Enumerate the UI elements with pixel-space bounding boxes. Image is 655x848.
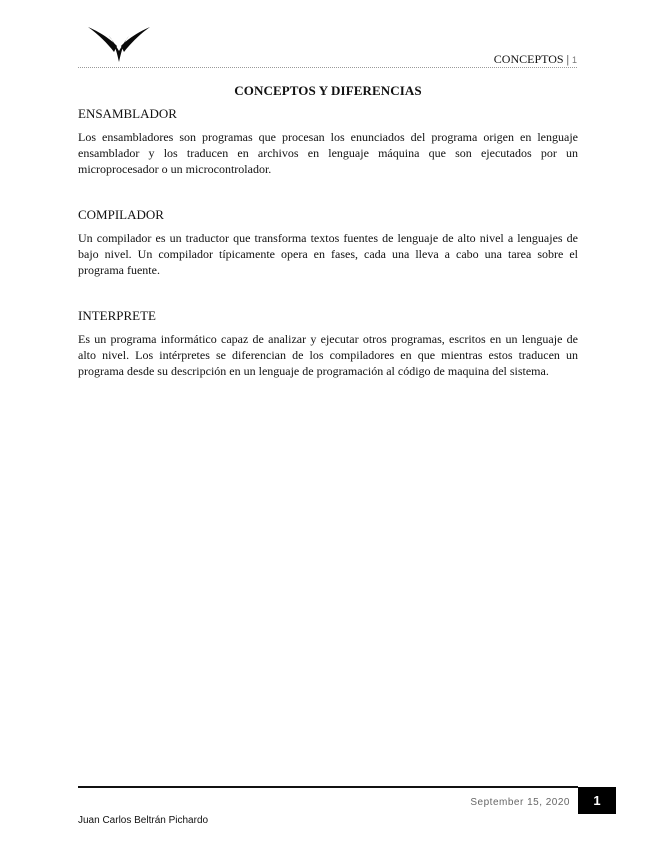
running-header bbox=[494, 52, 577, 67]
document-title: CONCEPTOS Y DIFERENCIAS bbox=[234, 83, 422, 98]
footer-author: Juan Carlos Beltrán Pichardo bbox=[78, 815, 209, 826]
header-title: CONCEPTOS bbox=[493, 52, 564, 66]
section-paragraph: Un compilador es un traductor que transforma textos fuentes de lenguaje de alto nivel a lenguajes de bajo nivel. Un compilador típicamente opera en fases, cada una lleva a cabo una tarea sobre el programa fuente. bbox=[78, 231, 578, 277]
footer-page-number: 1 bbox=[578, 787, 616, 814]
document-body bbox=[78, 83, 578, 409]
footer-divider bbox=[78, 786, 578, 788]
section-heading: INTERPRETE bbox=[78, 308, 156, 323]
section-heading: ENSAMBLADOR bbox=[78, 106, 177, 121]
section-heading: COMPILADOR bbox=[78, 207, 164, 222]
section-paragraph: Los ensambladores son programas que procesan los enunciados del programa origen en lenguaje ensamblador y los traducen en archivos en lenguaje máquina que son ejecutados por un microprocesador o un microcontrolador. bbox=[78, 130, 578, 176]
header-separator: | bbox=[566, 52, 569, 66]
logo-icon bbox=[86, 24, 152, 64]
section-paragraph: Es un programa informático capaz de analizar y ejecutar otros programas, escritos en un lenguaje de alto nivel. Los intérpretes se diferencian de los compiladores en que mientras estos traducen un programa desde su descripción en un lenguaje de programación al código de maquina del sistema. bbox=[78, 332, 578, 378]
header-divider bbox=[78, 67, 577, 68]
section-compilador bbox=[78, 207, 578, 278]
header-page-number: 1 bbox=[571, 55, 577, 65]
section-ensamblador bbox=[78, 106, 578, 177]
section-interprete bbox=[78, 308, 578, 379]
footer-date: September 15, 2020 bbox=[470, 797, 570, 808]
